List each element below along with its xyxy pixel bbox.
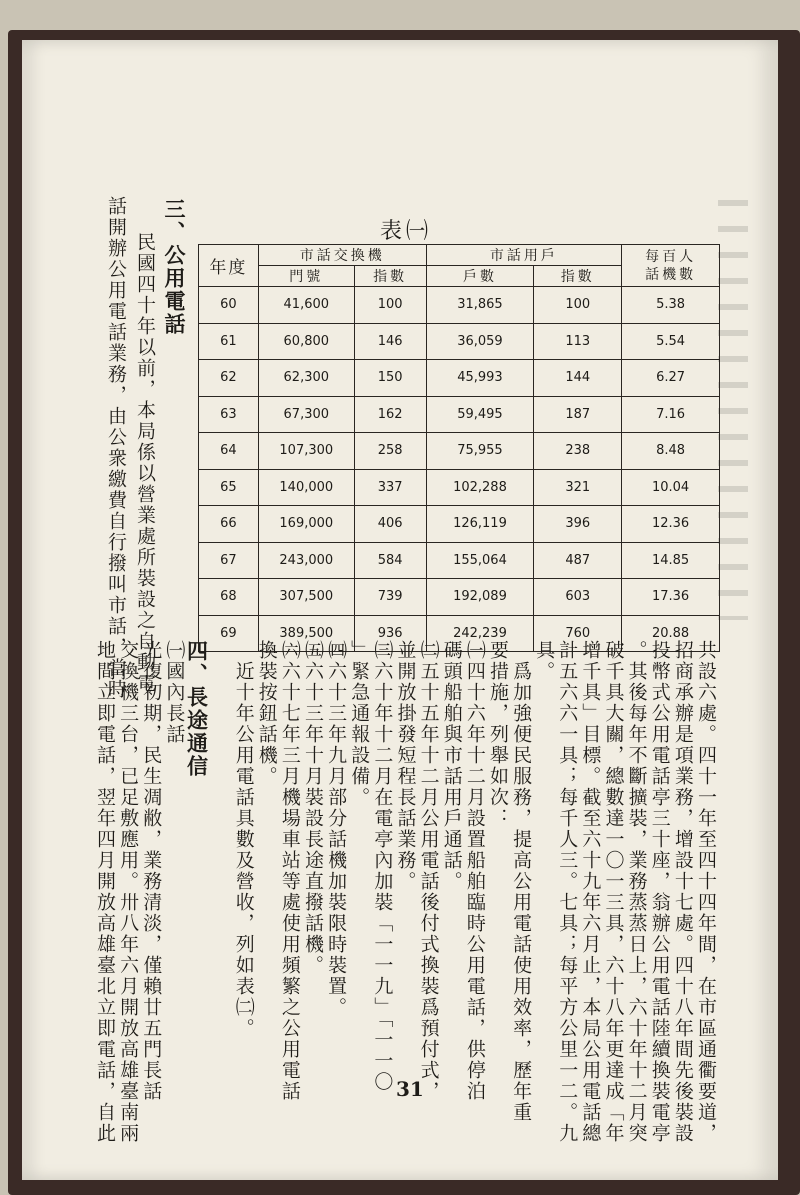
cell-idx1: 162 bbox=[354, 396, 426, 433]
cell-lines: 107,300 bbox=[258, 433, 354, 470]
body-line: ㈤六十三年十月裝設長途直撥話機。 bbox=[302, 640, 325, 976]
section3-line-1: 民國四十年以前，本局係以營業處所裝設之自動電 bbox=[134, 232, 156, 694]
bleed-through-text bbox=[718, 200, 748, 620]
body-line: ㈢六十年十二月在電亭內加裝「一一九」「一一〇 bbox=[371, 640, 394, 1093]
body-line: 計五六六一具；每千人三。七具；每平方公里一二。九 bbox=[556, 640, 579, 1144]
header-year: 年度 bbox=[199, 245, 259, 287]
table-row bbox=[199, 396, 720, 433]
header-sub-households: 戶數 bbox=[426, 266, 534, 287]
cell-idx2: 100 bbox=[534, 287, 622, 324]
table-row bbox=[199, 323, 720, 360]
cell-idx2: 321 bbox=[534, 469, 622, 506]
cell-idx2: 396 bbox=[534, 506, 622, 543]
table-caption: 表㈠ bbox=[380, 219, 433, 244]
cell-lines: 307,500 bbox=[258, 579, 354, 616]
body-line: 具。 bbox=[533, 640, 556, 682]
cell-idx1: 258 bbox=[354, 433, 426, 470]
cell-per100: 14.85 bbox=[622, 542, 720, 579]
cell-year: 63 bbox=[199, 396, 259, 433]
table-row bbox=[199, 287, 720, 324]
body-line: ㈡五十五年十二月公用電話後付式換裝爲預付式， bbox=[417, 640, 440, 1102]
header-per-hundred-line1: 每百人 bbox=[645, 248, 697, 265]
cell-per100: 6.27 bbox=[622, 360, 720, 397]
body-line: 共設六處。四十一年至四十四年間，在市區通衢要道， bbox=[695, 640, 717, 1144]
cell-idx1: 146 bbox=[354, 323, 426, 360]
cell-year: 65 bbox=[199, 469, 259, 506]
header-exchange-lines: 門號 bbox=[258, 266, 354, 287]
cell-per100: 10.04 bbox=[622, 469, 720, 506]
cell-idx1: 739 bbox=[354, 579, 426, 616]
body-line: 要措施，列舉如次： bbox=[486, 640, 509, 829]
cell-idx1: 150 bbox=[354, 360, 426, 397]
cell-idx2: 238 bbox=[534, 433, 622, 470]
body-line: 。其後每年不斷擴裝，業務蒸蒸日上，六十年十二月突 bbox=[625, 640, 648, 1144]
cell-idx2: 760 bbox=[534, 615, 622, 652]
cell-per100: 20.88 bbox=[622, 615, 720, 652]
cell-idx1: 584 bbox=[354, 542, 426, 579]
body-line: 碼頭船舶與市話用戶通話。 bbox=[440, 640, 463, 892]
cell-year: 61 bbox=[199, 323, 259, 360]
cell-lines: 243,000 bbox=[258, 542, 354, 579]
section3-line-2: 話開辦公用電話業務，由公衆繳費自行撥叫市話，當時 bbox=[105, 196, 127, 700]
cell-year: 62 bbox=[199, 360, 259, 397]
section-heading-public-phones: 三、公用電話 bbox=[162, 198, 187, 336]
table-row bbox=[199, 506, 720, 543]
header-exchange: 市話交換機 bbox=[258, 245, 426, 266]
body-line: 並開放掛發短程長話業務。 bbox=[394, 640, 417, 892]
cell-year: 68 bbox=[199, 579, 259, 616]
cell-per100: 7.16 bbox=[622, 396, 720, 433]
cell-year: 67 bbox=[199, 542, 259, 579]
table-row bbox=[199, 360, 720, 397]
cell-households: 45,993 bbox=[426, 360, 534, 397]
header-subscribers: 市話用戶 bbox=[426, 245, 622, 266]
page-number: 31 bbox=[396, 1077, 424, 1101]
body-line: 近十年公用電話具數及營收，列如表㈡。 bbox=[232, 640, 255, 1039]
cell-year: 60 bbox=[199, 287, 259, 324]
cell-per100: 5.38 bbox=[622, 287, 720, 324]
body-line: 」緊急通報設備。 bbox=[348, 640, 371, 808]
cell-households: 102,288 bbox=[426, 469, 534, 506]
cell-lines: 67,300 bbox=[258, 396, 354, 433]
cell-per100: 8.48 bbox=[622, 433, 720, 470]
cell-idx1: 100 bbox=[354, 287, 426, 324]
cell-lines: 140,000 bbox=[258, 469, 354, 506]
statistics-table bbox=[198, 244, 720, 652]
cell-idx1: 936 bbox=[354, 615, 426, 652]
body-line: 破千具大關，總數達一〇一三具，六十八年更達成「年 bbox=[602, 640, 625, 1144]
cell-households: 36,059 bbox=[426, 323, 534, 360]
body-line: 光復初期，民生凋敝，業務清淡，僅賴廿五門長話 bbox=[140, 640, 163, 1102]
cell-lines: 389,500 bbox=[258, 615, 354, 652]
body-line: 換裝按鈕話機。 bbox=[255, 640, 278, 787]
body-line: 投幣式公用電話亭三十座，翁辦公用電話陸續換裝電亭 bbox=[648, 640, 671, 1144]
body-line: ㈠國內長話 bbox=[163, 640, 186, 745]
table-row bbox=[199, 469, 720, 506]
table-row bbox=[199, 433, 720, 470]
section-heading-long-distance: 四、長途通信 bbox=[184, 640, 210, 778]
cell-per100: 12.36 bbox=[622, 506, 720, 543]
cell-households: 31,865 bbox=[426, 287, 534, 324]
body-line: ㈥六十七年三月機場車站等處使用頻繁之公用電話 bbox=[278, 640, 301, 1102]
table-row bbox=[199, 542, 720, 579]
cell-idx2: 144 bbox=[534, 360, 622, 397]
cell-lines: 60,800 bbox=[258, 323, 354, 360]
body-line: 地間立即電話，翌年四月開放高雄臺北立即電話，自此 bbox=[94, 640, 116, 1144]
cell-households: 126,119 bbox=[426, 506, 534, 543]
cell-year: 64 bbox=[199, 433, 259, 470]
body-line: ㈠四十六年十二月設置船舶臨時公用電話，供停泊 bbox=[463, 640, 486, 1102]
cell-households: 59,495 bbox=[426, 396, 534, 433]
cell-households: 75,955 bbox=[426, 433, 534, 470]
body-line: 招商承辦是項業務，增設十七處。四十八年間先後裝設 bbox=[671, 640, 694, 1144]
cell-lines: 62,300 bbox=[258, 360, 354, 397]
cell-idx2: 187 bbox=[534, 396, 622, 433]
cell-year: 69 bbox=[199, 615, 259, 652]
body-line: 增千具」目標。截至六十九年六月止，本局公用電話總 bbox=[579, 640, 602, 1144]
cell-idx1: 337 bbox=[354, 469, 426, 506]
cell-per100: 5.54 bbox=[622, 323, 720, 360]
header-per-hundred bbox=[622, 245, 720, 287]
table-row bbox=[199, 579, 720, 616]
cell-idx2: 603 bbox=[534, 579, 622, 616]
cell-households: 155,064 bbox=[426, 542, 534, 579]
header-sub-index: 指數 bbox=[534, 266, 622, 287]
header-exchange-index: 指數 bbox=[354, 266, 426, 287]
body-line: 爲加強便民服務，提高公用電話使用效率，歷年重 bbox=[510, 640, 533, 1123]
body-line: ㈣六十三年九月部分話機加裝限時裝置。 bbox=[325, 640, 348, 1018]
cell-lines: 169,000 bbox=[258, 506, 354, 543]
cell-lines: 41,600 bbox=[258, 287, 354, 324]
cell-idx2: 113 bbox=[534, 323, 622, 360]
cell-idx2: 487 bbox=[534, 542, 622, 579]
cell-households: 192,089 bbox=[426, 579, 534, 616]
cell-households: 242,239 bbox=[426, 615, 534, 652]
body-line: 交換機三台，已足敷應用。卅八年六月開放高雄臺南兩 bbox=[117, 640, 140, 1144]
cell-year: 66 bbox=[199, 506, 259, 543]
header-per-hundred-line2: 話機數 bbox=[645, 266, 697, 283]
cell-idx1: 406 bbox=[354, 506, 426, 543]
cell-per100: 17.36 bbox=[622, 579, 720, 616]
